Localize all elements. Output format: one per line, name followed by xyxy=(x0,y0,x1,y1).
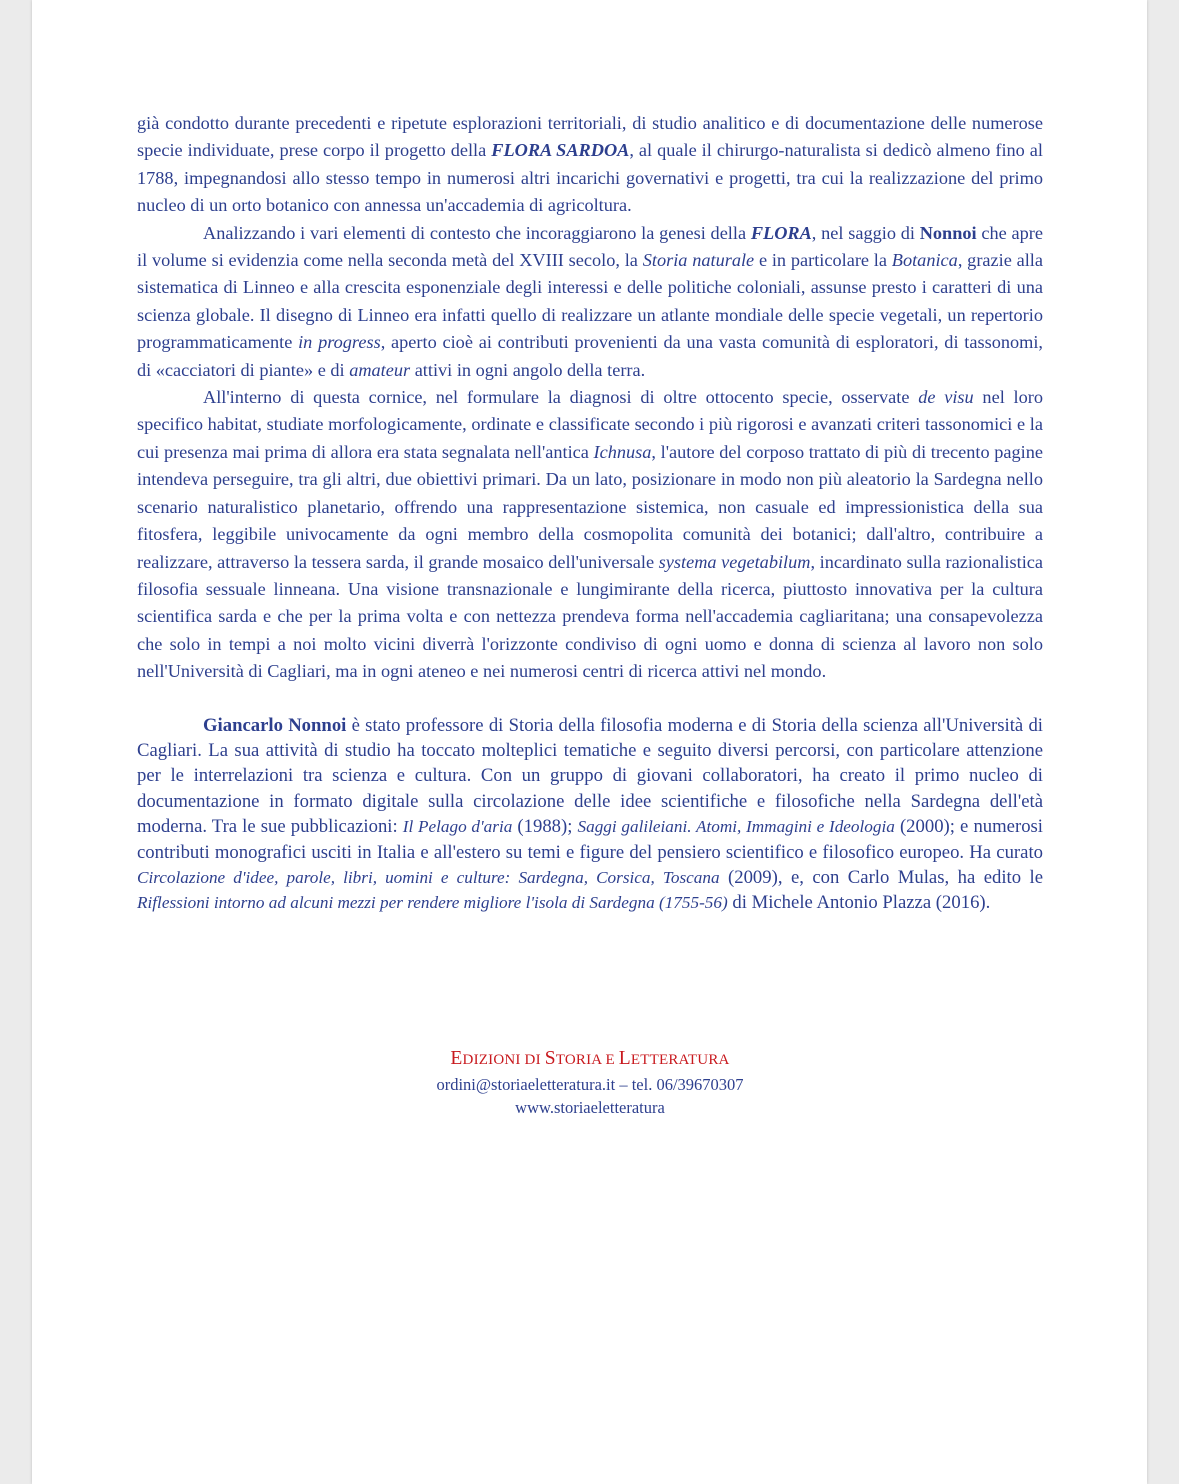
text-run: e in particolare la xyxy=(754,250,892,271)
italic-term: Botanica xyxy=(891,250,958,271)
text-run: (2009), e, con Carlo Mulas, ha edito le xyxy=(719,866,1044,888)
publication-title: Riflessioni intorno ad alcuni mezzi per rendere migliore l'isola di Sardegna (1755-56) xyxy=(137,893,728,913)
text-run: , al quale il chirurgo-naturalista si dedicò almeno fino al 1788, impegnandosi allo stesso tempo in numerosi altri incarichi governativi e progetti, tra cui la realizzazione del primo nucleo di un orto botanico con annessa un'accademia di agricoltura. xyxy=(137,140,1043,216)
italic-term: amateur xyxy=(349,359,411,380)
document-page xyxy=(32,0,1147,1484)
publication-title: Circolazione d'idee, parole, libri, uomini e culture: Sardegna, Corsica, Toscana xyxy=(137,867,720,887)
publisher-footer xyxy=(137,1046,1043,1119)
bio-author-name: Giancarlo Nonnoi xyxy=(203,714,347,736)
text-run: (2000); e numerosi contributi monografici usciti in Italia e all'estero su temi e figure del pensiero scientifico e filosofico europeo. Ha curato xyxy=(137,816,1043,863)
text-run: , incardinato sulla razionalistica filosofia sessuale linneana. Una visione transnazionale e lungimirante della ricerca, piuttosto innovativa per la cultura scientifica sarda e che per la prima volta e con nettezza prendeva forma nell'accademia cagliaritana; una consapevolezza che solo in tempi a noi molto vicini diverrà l'orizzonte condiviso di ogni uomo e donna di scienza al lavoro non solo nell'Università di Cagliari, ma in ogni ateneo e nei numerosi centri di ricerca attivi nel mondo. xyxy=(137,551,1043,682)
text-run: (1988); xyxy=(512,816,578,838)
flora-title: FLORA xyxy=(750,222,812,243)
publisher-smallcaps: ETTERATURA xyxy=(630,1052,730,1068)
text-run: attivi in ogni angolo della terra. xyxy=(410,359,646,380)
publisher-initial: L xyxy=(618,1048,631,1069)
italic-term: de visu xyxy=(918,387,974,408)
page-content xyxy=(137,110,1043,916)
paragraph-1 xyxy=(137,110,1043,220)
paragraph-2 xyxy=(137,220,1043,384)
text-run: già condotto durante precedenti e ripetute esplorazioni territoriali, di studio analitico e di documentazione delle numerose specie individuate, prese corpo il progetto della xyxy=(137,113,1043,161)
publication-title: Il Pelago d'aria xyxy=(402,817,513,837)
publisher-name xyxy=(137,1046,1043,1073)
italic-term: systema vegetabilum xyxy=(658,551,811,572)
text-run: nel loro specifico habitat, studiate morfologicamente, ordinate e classificate secondo i più rigorosi e avanzati criteri tassonomici e la cui presenza mai prima di allora era stata segnalata nell'antica xyxy=(137,387,1043,462)
publisher-initial: S xyxy=(544,1048,556,1069)
author-name: Nonnoi xyxy=(919,222,977,243)
text-run: , aperto cioè ai contributi provenienti da una vasta comunità di esploratori, di tassonomi, di «cacciatori di piante» e di xyxy=(137,332,1044,380)
text-run: di Michele Antonio Plazza (2016). xyxy=(727,892,991,914)
text-run: , l'autore del corposo trattato di più di trecento pagine intendeva perseguire, tra gli altri, due obiettivi primari. Da un lato, posizionare in modo non più aleatorio la Sardegna nello scenario naturalistico planetario, offrendo una rappresentazione sistemica, non casuale ed impressionistica della sua fitosfera, leggibile univocamente da ogni membro della cosmopolita comunità dei botanici; dall'altro, contribuire a realizzare, attraverso la tessera sarda, il grande mosaico dell'universale xyxy=(137,441,1043,572)
text-run: , nel saggio di xyxy=(811,222,920,243)
publisher-initial: E xyxy=(450,1048,463,1069)
publisher-website: www.storiaeletteratura xyxy=(515,1098,665,1117)
publisher-smallcaps: DIZIONI DI xyxy=(462,1052,545,1068)
flora-sardoa-title: FLORA SARDOA xyxy=(491,140,630,161)
publisher-smallcaps: TORIA E xyxy=(555,1052,619,1068)
text-run: All'interno di questa cornice, nel formulare la diagnosi di oltre ottocento specie, osservate xyxy=(203,387,919,408)
text-run: è stato professore di Storia della filosofia moderna e di Storia della scienza all'Università di Cagliari. La sua attività di studio ha toccato molteplici tematiche e seguito diversi percorsi, con particolare attenzione per le interrelazioni tra scienza e cultura. Con un gruppo di giovani collaboratori, ha creato il primo nucleo di documentazione in formato digitale sulla circolazione delle idee scientifiche e filosofiche nella Sardegna dell'età moderna. Tra le sue pubblicazioni: xyxy=(137,714,1043,838)
author-bio xyxy=(137,713,1043,916)
text-run: , grazie alla sistematica di Linneo e alla crescita esponenziale degli interessi e delle politiche coloniali, assunse presto i caratteri di una scienza globale. Il disegno di Linneo era infatti quello di realizzare un atlante mondiale delle specie vegetali, un repertorio programmaticamente xyxy=(137,250,1044,353)
text-run: che apre il volume si evidenzia come nella seconda metà del XVIII secolo, la xyxy=(137,222,1043,271)
text-run: Analizzando i vari elementi di contesto che incoraggiarono la genesi della xyxy=(203,222,751,243)
italic-term: Storia naturale xyxy=(642,250,755,271)
italic-term: in progress xyxy=(298,332,381,353)
publication-title: Saggi galileiani. Atomi, Immagini e Ideologia xyxy=(577,817,895,837)
paragraph-3 xyxy=(137,384,1043,685)
publisher-contact: ordini@storiaeletteratura.it – tel. 06/39670307 xyxy=(436,1075,744,1094)
italic-term: Ichnusa xyxy=(593,441,652,462)
